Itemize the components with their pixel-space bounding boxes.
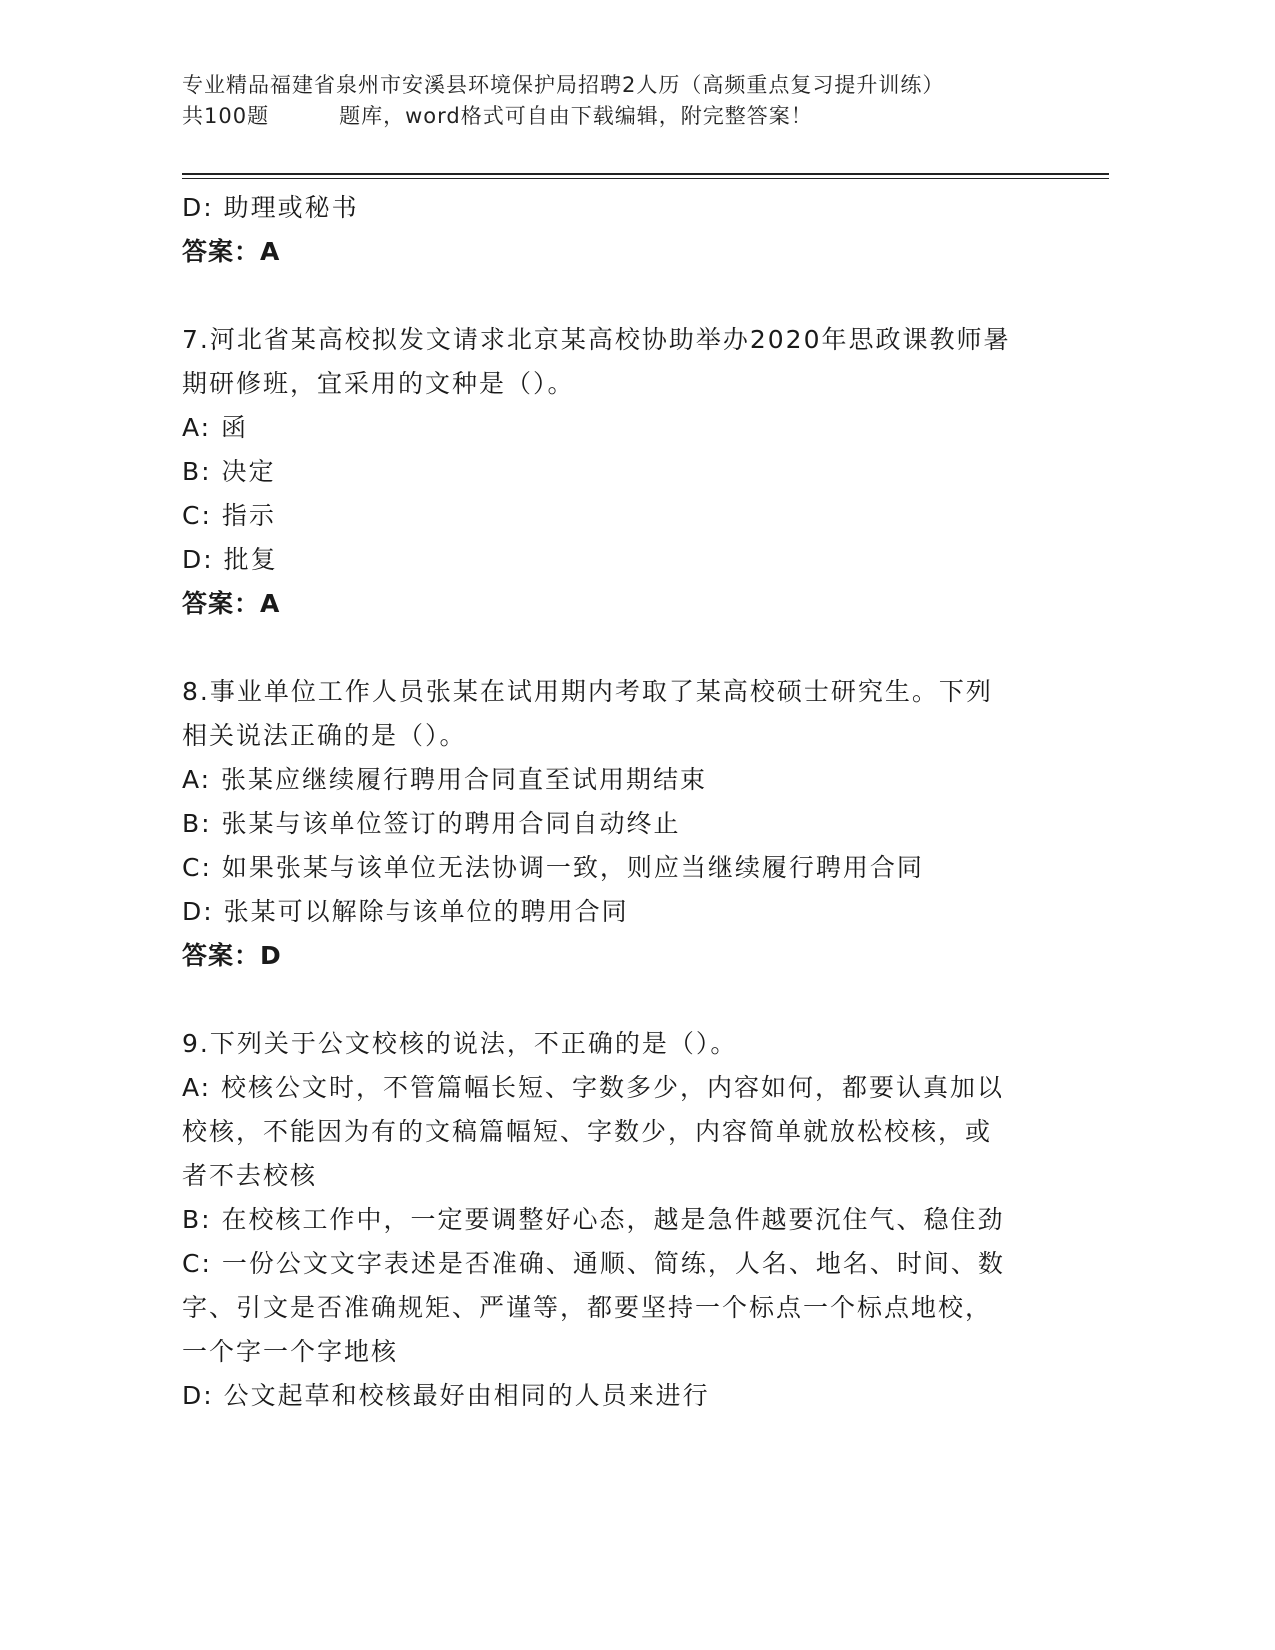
question-9 [182, 1022, 1082, 1418]
question-9-option-a-line-1: A: 校核公文时，不管篇幅长短、字数多少，内容如何，都要认真加以 [182, 1073, 1005, 1102]
header-title-line: 专业精品福建省泉州市安溪县环境保护局招聘2人历（高频重点复习提升训练） [182, 73, 945, 97]
question-9-option-a-line-2: 校核，不能因为有的文稿篇幅短、字数少，内容简单就放松校核，或 [182, 1117, 993, 1146]
prev-question-answer: 答案：A [182, 237, 281, 266]
question-8 [182, 670, 1082, 978]
spacer [182, 978, 1082, 1022]
header-divider-thick [182, 173, 1109, 175]
question-8-option-a: A: 张某应继续履行聘用合同直至试用期结束 [182, 765, 708, 794]
spacer [182, 626, 1082, 670]
question-7-stem-line-2: 期研修班，宜采用的文种是（）。 [182, 369, 575, 398]
question-9-option-d: D: 公文起草和校核最好由相同的人员来进行 [182, 1381, 710, 1410]
prev-question-option-d: D: 助理或秘书 [182, 193, 359, 222]
question-8-stem-line-1: 8.事业单位工作人员张某在试用期内考取了某高校硕士研究生。下列 [182, 677, 993, 706]
question-7-option-d: D: 批复 [182, 545, 278, 574]
question-9-option-b: B: 在校核工作中，一定要调整好心态，越是急件越要沉住气、稳住劲 [182, 1205, 1005, 1234]
document-body [182, 186, 1082, 1418]
question-8-option-b: B: 张某与该单位签订的聘用合同自动终止 [182, 809, 681, 838]
question-7 [182, 318, 1082, 626]
header-subtitle-line [182, 101, 1082, 132]
question-7-stem-line-1: 7.河北省某高校拟发文请求北京某高校协助举办2020年思政课教师暑 [182, 325, 1011, 354]
question-8-answer: 答案：D [182, 941, 282, 970]
header-question-count: 共100题 [182, 104, 270, 128]
question-7-option-b: B: 决定 [182, 457, 276, 486]
header-description: 题库，word格式可自由下载编辑，附完整答案！ [339, 104, 813, 128]
page-header [182, 70, 1082, 132]
question-9-option-a-line-3: 者不去校核 [182, 1161, 318, 1190]
question-9-option-c-line-1: C: 一份公文文字表述是否准确、通顺、简练，人名、地名、时间、数 [182, 1249, 1005, 1278]
question-7-option-a: A: 函 [182, 413, 249, 442]
question-7-option-c: C: 指示 [182, 501, 276, 530]
question-7-answer: 答案：A [182, 589, 281, 618]
question-9-option-c-line-3: 一个字一个字地核 [182, 1337, 399, 1366]
question-9-stem: 9.下列关于公文校核的说法，不正确的是（）。 [182, 1029, 738, 1058]
question-8-option-d: D: 张某可以解除与该单位的聘用合同 [182, 897, 629, 926]
question-8-stem-line-2: 相关说法正确的是（）。 [182, 721, 467, 750]
question-8-option-c: C: 如果张某与该单位无法协调一致，则应当继续履行聘用合同 [182, 853, 924, 882]
question-9-option-c-line-2: 字、引文是否准确规矩、严谨等，都要坚持一个标点一个标点地校， [182, 1293, 993, 1322]
spacer [182, 274, 1082, 318]
header-divider-thin [182, 178, 1109, 179]
